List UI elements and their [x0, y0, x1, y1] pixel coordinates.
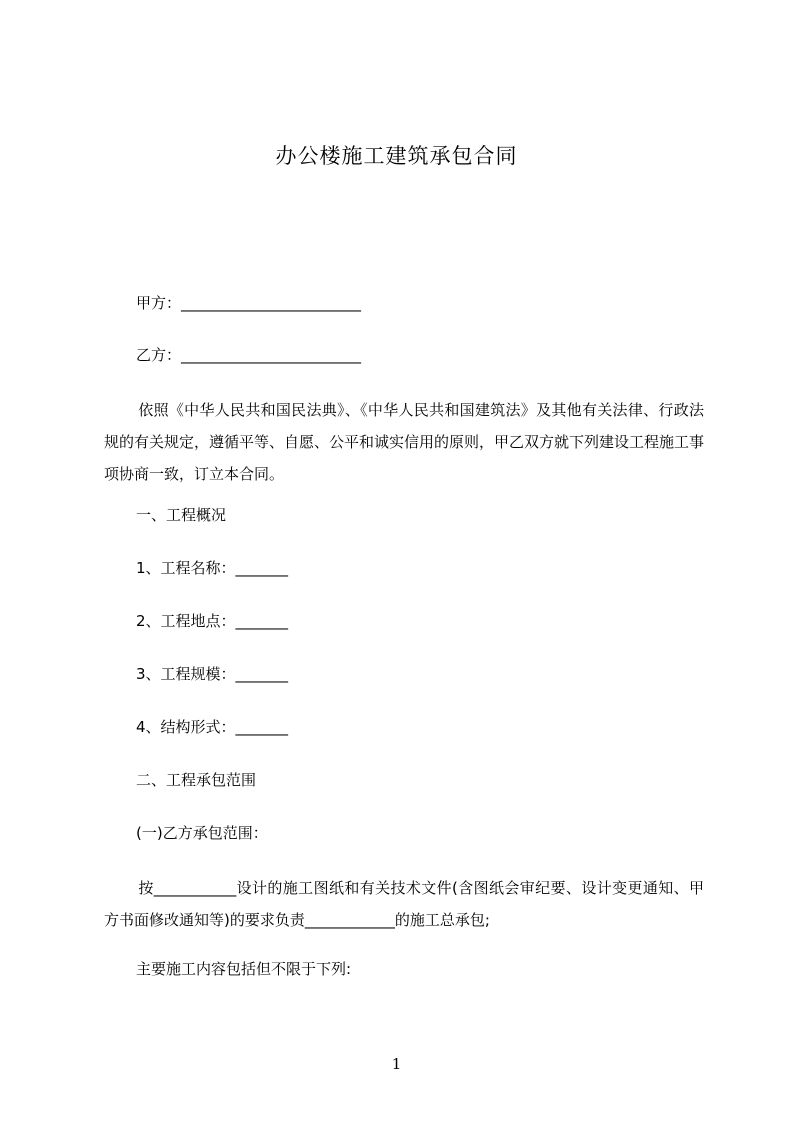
item-project-name: 1、工程名称：_______: [136, 559, 289, 577]
subsection-1-heading: (一)乙方承包范围：: [136, 824, 268, 842]
item-project-scale: 3、工程规模：_______: [136, 665, 289, 683]
intro-paragraph: [104, 394, 704, 490]
party-a-line: 甲方：________________________: [136, 294, 362, 312]
intro-text: 依照《中华人民共和国民法典》、《中华人民共和国建筑法》及其他有关法律、行政法规的有关规定，遵循平等、自愿、公平和诚实信用的原则，甲乙双方就下列建设工程施工事项协商一致，订立本合同。: [104, 401, 705, 483]
section-1-heading: 一、工程概况: [136, 506, 227, 524]
page-number: 1: [391, 1055, 402, 1073]
section-2-heading: 二、工程承包范围: [136, 771, 257, 789]
main-content-line: 主要施工内容包括但不限于下列:: [136, 960, 352, 978]
party-b-line: 乙方：________________________: [136, 346, 362, 364]
item-project-location: 2、工程地点：_______: [136, 612, 289, 630]
scope-text: 按___________设计的施工图纸和有关技术文件(含图纸会审纪要、设计变更通知、甲方书面修改通知等)的要求负责____________的施工总承包;: [104, 879, 704, 929]
item-structure-form: 4、结构形式：_______: [136, 718, 289, 736]
scope-paragraph: [104, 872, 704, 936]
document-title: 办公楼施工建筑承包合同: [275, 144, 518, 168]
